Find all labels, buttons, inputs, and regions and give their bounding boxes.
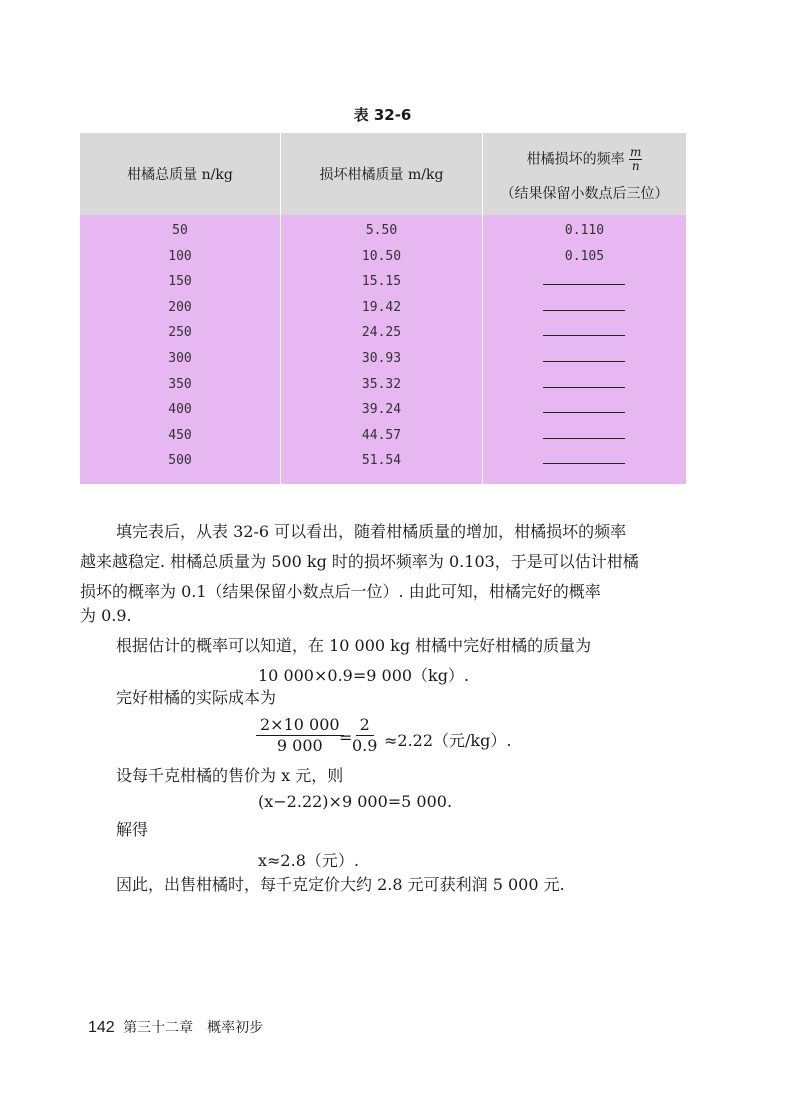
paragraph-line: 因此，出售柑橘时，每千克定价大约 2.8 元可获利润 5 000 元. [116, 875, 565, 894]
table-row [80, 296, 686, 322]
cell-damaged-mass: 24.25 [361, 325, 402, 341]
fraction-cost-1 [256, 715, 344, 756]
equation-mass: 10 000×0.9=9 000（kg）. [258, 666, 470, 685]
fraction-numerator: 2×10 000 [256, 715, 344, 736]
cell-total-mass: 50 [172, 223, 188, 238]
cell-damaged-mass: 44.57 [361, 427, 402, 443]
cell-total-mass: 400 [168, 402, 192, 418]
cell-frequency: 0.110 [564, 223, 605, 238]
answer-blank [543, 438, 625, 439]
header-frequency [483, 133, 686, 215]
fraction-m-over-n [629, 146, 642, 173]
answer-blank [543, 412, 625, 413]
answer-blank [543, 284, 625, 285]
header-frequency-title [527, 146, 643, 173]
paragraph-line: 完好柑橘的实际成本为 [116, 688, 277, 707]
equation-cost-result: ≈2.22（元/kg）. [384, 731, 512, 750]
page-number: 142 [88, 1019, 115, 1036]
cell-damaged-mass: 5.50 [365, 223, 398, 238]
cell-damaged-mass: 30.93 [361, 351, 402, 366]
fraction-denominator: n [631, 158, 640, 173]
cell-damaged-mass: 51.54 [361, 453, 402, 469]
fraction-cost-2 [352, 715, 377, 756]
table-body [80, 215, 686, 484]
table-row [80, 219, 686, 245]
paragraph-line: 填完表后，从表 32-6 可以看出，随着柑橘质量的增加，柑橘损坏的频率 [116, 522, 627, 541]
header-frequency-note: （结果保留小数点后三位） [500, 185, 669, 202]
cell-total-mass: 150 [168, 274, 192, 290]
fraction-denominator: 9 000 [276, 736, 323, 755]
page-footer [88, 1017, 263, 1037]
answer-blank [543, 463, 625, 464]
table-header [80, 133, 686, 215]
cell-damaged-mass: 39.24 [361, 402, 402, 418]
header-total-mass [80, 133, 280, 215]
paragraph-line: 为 0.9. [80, 606, 132, 625]
table-row [80, 270, 686, 296]
equals-sign: = [339, 728, 353, 747]
paragraph-line: 损坏的概率为 0.1（结果保留小数点后一位）. 由此可知，柑橘完好的概率 [80, 582, 601, 601]
answer-blank [543, 335, 625, 336]
table-row [80, 321, 686, 347]
cell-total-mass: 450 [168, 427, 192, 443]
paragraph-line: 根据估计的概率可以知道，在 10 000 kg 柑橘中完好柑橘的质量为 [116, 636, 592, 655]
answer-blank [543, 387, 625, 388]
cell-damaged-mass: 19.42 [361, 299, 402, 315]
cell-total-mass: 100 [168, 248, 192, 264]
cell-damaged-mass: 15.15 [361, 274, 402, 290]
table-row [80, 347, 686, 373]
cell-damaged-mass: 35.32 [361, 376, 402, 392]
cell-total-mass: 200 [168, 299, 192, 315]
cell-total-mass: 500 [168, 453, 192, 469]
fraction-denominator: 0.9 [352, 736, 378, 755]
paragraph-line: 设每千克柑橘的售价为 x 元，则 [116, 766, 344, 785]
header-damaged-mass-label: 损坏柑橘质量 m/kg [319, 167, 444, 183]
fraction-numerator: 2 [356, 715, 374, 736]
equation-solution: x≈2.8（元）. [258, 851, 359, 870]
cell-frequency: 0.105 [564, 248, 605, 264]
chapter-title: 第三十二章 概率初步 [123, 1020, 264, 1036]
table-row [80, 373, 686, 399]
answer-blank [543, 361, 625, 362]
table-row [80, 424, 686, 450]
cell-total-mass: 350 [168, 376, 192, 392]
cell-damaged-mass: 10.50 [361, 248, 402, 264]
header-damaged-mass [281, 133, 482, 215]
header-total-mass-label: 柑橘总质量 n/kg [127, 167, 233, 183]
column-divider [482, 133, 483, 484]
table-row [80, 245, 686, 271]
paragraph-line: 解得 [116, 820, 149, 839]
table-caption: 表 32-6 [353, 106, 412, 124]
cell-total-mass: 250 [168, 325, 192, 341]
table-row [80, 398, 686, 424]
column-divider [280, 133, 281, 484]
cell-total-mass: 300 [168, 351, 192, 366]
data-table [80, 133, 686, 484]
answer-blank [543, 310, 625, 311]
header-frequency-label: 柑橘损坏的频率 [526, 151, 625, 167]
table-row [80, 449, 686, 475]
fraction-numerator: m [630, 144, 642, 159]
paragraph-line: 越来越稳定. 柑橘总质量为 500 kg 时的损坏频率为 0.103，于是可以估计柑橘 [80, 552, 639, 571]
equation-price: (x−2.22)×9 000=5 000. [258, 792, 453, 811]
